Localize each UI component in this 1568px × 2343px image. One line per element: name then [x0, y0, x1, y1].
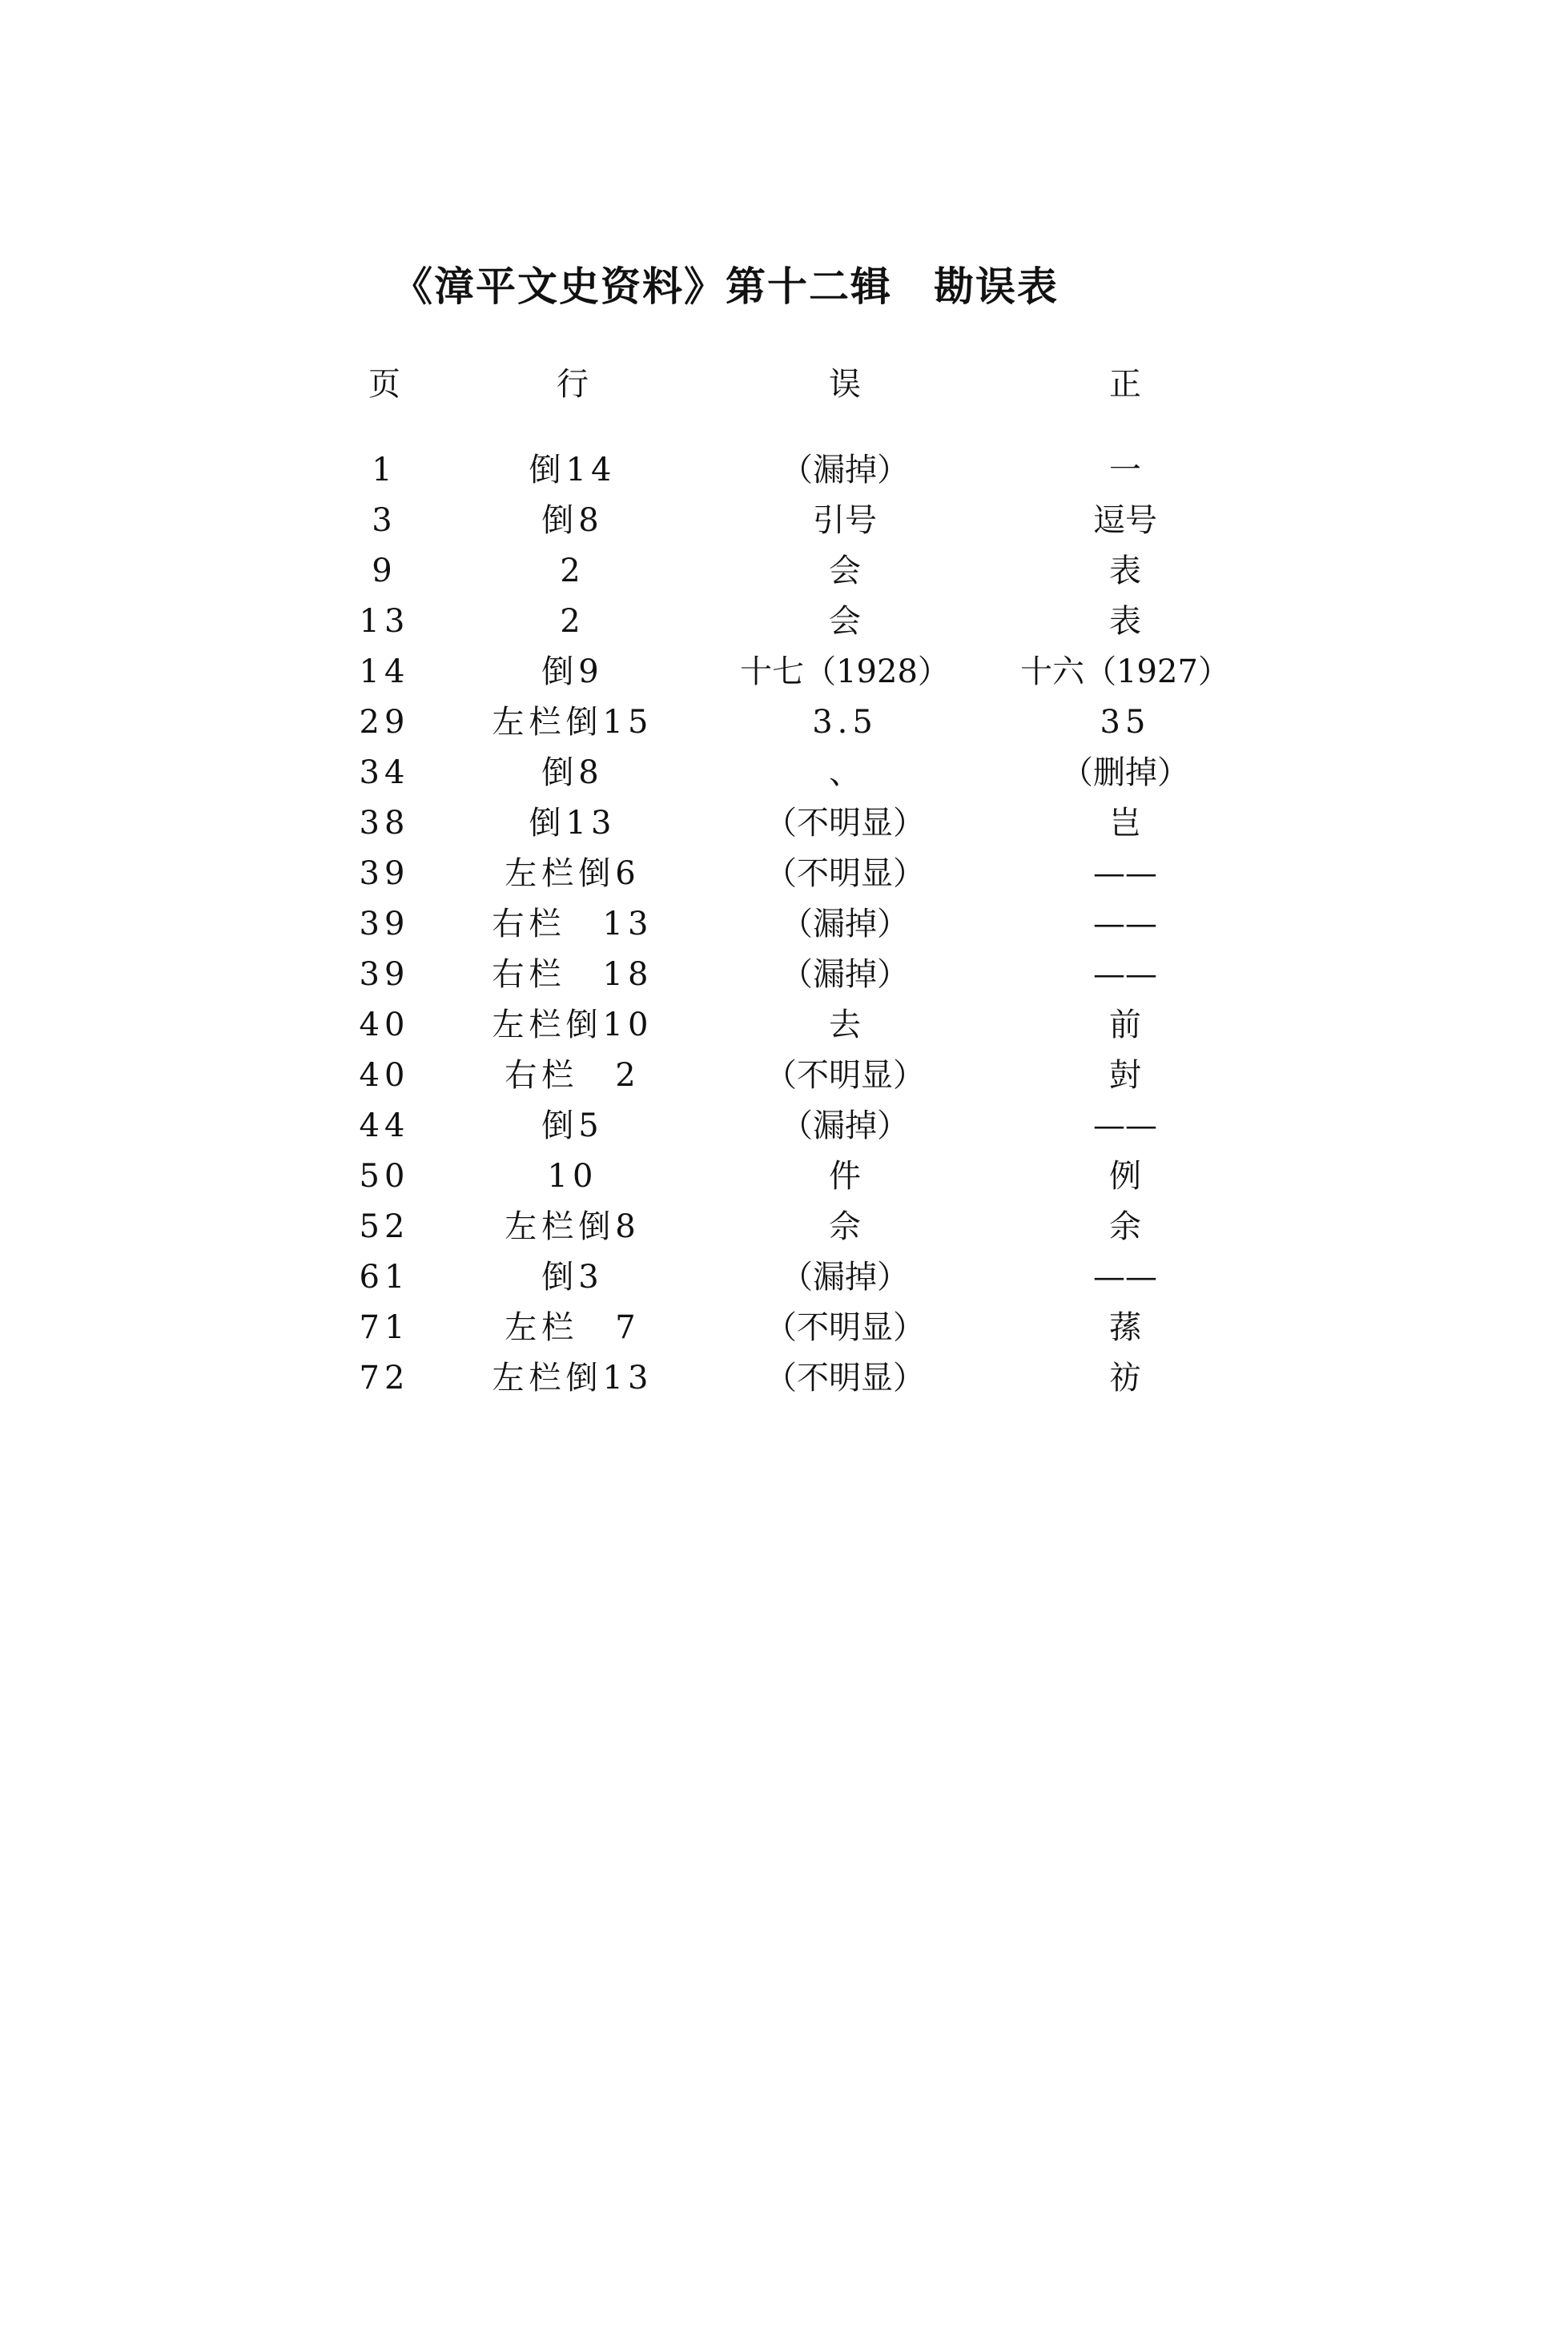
cell-line: 左栏倒10: [492, 1007, 653, 1043]
table-row: [336, 1358, 1265, 1409]
cell-right: 表: [1109, 553, 1141, 589]
cell-line: 左栏倒15: [492, 704, 653, 741]
cell-right: 逗号: [1093, 502, 1157, 539]
header-line: 行: [557, 366, 589, 403]
errata-table: [336, 364, 1265, 1409]
table-row: [336, 954, 1265, 1005]
cell-wrong: （漏掉）: [781, 452, 909, 488]
cell-page: 29: [359, 704, 410, 741]
cell-wrong: 佘: [829, 1208, 861, 1245]
cell-wrong: 去: [829, 1007, 861, 1043]
cell-page: 38: [359, 805, 410, 842]
cell-wrong: （漏掉）: [781, 1107, 909, 1144]
cell-right: （删掉）: [1061, 754, 1189, 791]
table-row: [336, 1005, 1265, 1055]
cell-line: 左栏 7: [505, 1309, 641, 1346]
cell-wrong: 十七（1928）: [740, 653, 950, 690]
cell-right: ——: [1093, 906, 1157, 942]
cell-wrong: 件: [829, 1158, 861, 1195]
header-page: 页: [368, 366, 400, 403]
cell-line: 右栏 13: [492, 906, 653, 942]
cell-wrong: 会: [829, 553, 861, 589]
cell-page: 52: [359, 1208, 410, 1245]
cell-wrong: 3.5: [812, 704, 878, 741]
table-header: [336, 364, 1265, 450]
cell-line: 倒13: [529, 805, 617, 842]
cell-line: 2: [560, 553, 585, 589]
cell-right: ——: [1093, 956, 1157, 993]
table-row: [336, 1055, 1265, 1106]
table-row: [336, 1308, 1265, 1358]
cell-page: 3: [372, 502, 397, 539]
cell-right: ——: [1093, 855, 1157, 892]
cell-page: 71: [359, 1309, 410, 1346]
cell-wrong: （不明显）: [765, 1309, 925, 1346]
cell-right: 蓀: [1109, 1309, 1141, 1346]
cell-wrong: （漏掉）: [781, 906, 909, 942]
cell-right: 前: [1109, 1007, 1141, 1043]
cell-line: 倒8: [541, 754, 604, 791]
cell-page: 40: [359, 1057, 410, 1094]
cell-page: 39: [359, 855, 410, 892]
cell-right: 十六（1927）: [1020, 653, 1230, 690]
page-title: 《漳平文史资料》第十二辑 勘误表: [392, 263, 1059, 310]
cell-right: ——: [1093, 1259, 1157, 1296]
cell-page: 39: [359, 906, 410, 942]
table-row: [336, 652, 1265, 702]
cell-right: 祊: [1109, 1360, 1141, 1397]
cell-page: 40: [359, 1007, 410, 1043]
table-row: [336, 1106, 1265, 1156]
cell-page: 9: [372, 553, 397, 589]
cell-right: 余: [1109, 1208, 1141, 1245]
cell-page: 1: [372, 452, 397, 488]
table-row: [336, 601, 1265, 652]
cell-right: 例: [1109, 1158, 1141, 1195]
cell-page: 13: [359, 603, 410, 640]
cell-wrong: （不明显）: [765, 805, 925, 842]
cell-line: 左栏倒8: [505, 1208, 641, 1245]
cell-page: 44: [359, 1107, 410, 1144]
cell-line: 倒8: [541, 502, 604, 539]
cell-page: 14: [359, 653, 410, 690]
table-row: [336, 551, 1265, 601]
table-row: [336, 1257, 1265, 1308]
header-right: 正: [1109, 366, 1141, 403]
cell-wrong: （漏掉）: [781, 1259, 909, 1296]
table-row: [336, 904, 1265, 954]
cell-wrong: 引号: [813, 502, 877, 539]
table-row: [336, 753, 1265, 803]
cell-wrong: 、: [829, 754, 861, 791]
cell-wrong: （不明显）: [765, 1360, 925, 1397]
table-row: [336, 1156, 1265, 1207]
table-row: [336, 854, 1265, 904]
cell-right: 岂: [1109, 805, 1141, 842]
table-row: [336, 1207, 1265, 1257]
table-row: [336, 450, 1265, 500]
cell-page: 34: [359, 754, 410, 791]
table-row: [336, 702, 1265, 753]
cell-line: 倒9: [541, 653, 604, 690]
cell-wrong: （漏掉）: [781, 956, 909, 993]
cell-line: 10: [547, 1158, 598, 1195]
cell-right: 35: [1100, 704, 1151, 741]
cell-right: 一: [1109, 452, 1141, 488]
cell-line: 倒3: [541, 1259, 604, 1296]
cell-line: 右栏 2: [505, 1057, 641, 1094]
cell-right: 尌: [1109, 1057, 1141, 1094]
cell-line: 倒14: [529, 452, 617, 488]
table-row: [336, 803, 1265, 854]
cell-line: 左栏倒6: [505, 855, 641, 892]
cell-line: 倒5: [541, 1107, 604, 1144]
cell-wrong: （不明显）: [765, 1057, 925, 1094]
cell-line: 右栏 18: [492, 956, 653, 993]
cell-page: 72: [359, 1360, 410, 1397]
cell-page: 39: [359, 956, 410, 993]
cell-wrong: 会: [829, 603, 861, 640]
table-row: [336, 500, 1265, 551]
cell-line: 左栏倒13: [492, 1360, 653, 1397]
cell-right: ——: [1093, 1107, 1157, 1144]
header-wrong: 误: [829, 366, 861, 403]
cell-wrong: （不明显）: [765, 855, 925, 892]
cell-page: 50: [359, 1158, 410, 1195]
cell-line: 2: [560, 603, 585, 640]
cell-right: 表: [1109, 603, 1141, 640]
cell-page: 61: [359, 1259, 410, 1296]
